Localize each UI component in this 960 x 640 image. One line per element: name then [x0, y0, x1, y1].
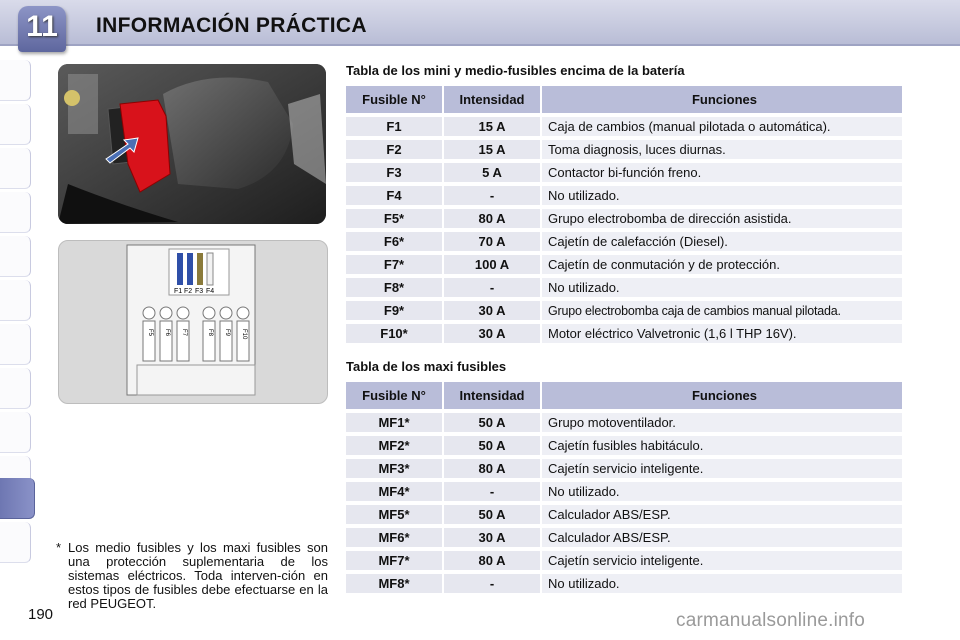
- table-row: [346, 574, 902, 593]
- footnote-marker: *: [56, 540, 62, 555]
- fuse-f2: [187, 253, 193, 285]
- fuse-amperage: -: [444, 482, 540, 501]
- table-row: [346, 255, 902, 274]
- column-header: Fusible N°: [346, 382, 442, 409]
- table-row: [346, 301, 902, 320]
- fuse-number: MF4*: [346, 482, 442, 501]
- fuse-amperage: 70 A: [444, 232, 540, 251]
- mini-fuse-table: [344, 86, 904, 343]
- side-tab[interactable]: [0, 192, 31, 233]
- table-row: [346, 186, 902, 205]
- maxi-fuse-table-caption: Tabla de los maxi fusibles: [346, 359, 507, 374]
- side-tab[interactable]: [0, 522, 31, 563]
- fuse-function: Grupo motoventilador.: [542, 413, 902, 432]
- side-tab[interactable]: [0, 236, 31, 277]
- fuse-number: F10*: [346, 324, 442, 343]
- table-row: [346, 278, 902, 297]
- fuse-amperage: 30 A: [444, 528, 540, 547]
- table-row: [346, 163, 902, 182]
- table-row: [346, 324, 902, 343]
- side-tab[interactable]: [0, 368, 31, 409]
- fuse-function: Contactor bi-función freno.: [542, 163, 902, 182]
- fuse-amperage: 100 A: [444, 255, 540, 274]
- fuse-number: MF6*: [346, 528, 442, 547]
- fuse-function: No utilizado.: [542, 574, 902, 593]
- fuse-amperage: 50 A: [444, 413, 540, 432]
- fuse-number: MF7*: [346, 551, 442, 570]
- fuse-number: MF3*: [346, 459, 442, 478]
- fuse-amperage: -: [444, 278, 540, 297]
- watermark: carmanualsonline.info: [676, 610, 866, 631]
- table-row: [346, 413, 902, 432]
- table-header-row: [346, 86, 902, 113]
- fuse-label-f8: F8: [207, 329, 213, 337]
- fuse-function: Toma diagnosis, luces diurnas.: [542, 140, 902, 159]
- fuse-number: F9*: [346, 301, 442, 320]
- fuse-label-f7: F7: [181, 329, 187, 337]
- side-tab[interactable]: [0, 104, 31, 145]
- fuse-label-f10: F10: [241, 329, 247, 340]
- mini-fuse-table-caption: Tabla de los mini y medio-fusibles encima de la batería: [346, 63, 685, 78]
- fuse-amperage: 80 A: [444, 209, 540, 228]
- fuse-number: MF2*: [346, 436, 442, 455]
- side-tab[interactable]: [0, 148, 31, 189]
- fuse-number: F7*: [346, 255, 442, 274]
- fuse-amperage: 30 A: [444, 324, 540, 343]
- side-tab[interactable]: [0, 60, 31, 101]
- side-tab[interactable]: [0, 412, 31, 453]
- fuse-label-f2: F2: [184, 288, 193, 295]
- fuse-label-f9: F9: [224, 329, 230, 337]
- fuse-function: Cajetín servicio inteligente.: [542, 551, 902, 570]
- chapter-side-tabs: [0, 60, 34, 580]
- fuse-function: No utilizado.: [542, 186, 902, 205]
- fuse-function: Caja de cambios (manual pilotada o automática).: [542, 117, 902, 136]
- fuse-box-diagram: [58, 240, 328, 404]
- side-tab-active[interactable]: [0, 478, 35, 519]
- fuse-function: No utilizado.: [542, 482, 902, 501]
- fuse-amperage: -: [444, 186, 540, 205]
- page-number: 190: [28, 606, 54, 623]
- fuse-function: No utilizado.: [542, 278, 902, 297]
- fuse-function: Calculador ABS/ESP.: [542, 505, 902, 524]
- table-row: [346, 528, 902, 547]
- chapter-number: 11: [26, 10, 58, 43]
- column-header: Intensidad: [444, 382, 540, 409]
- column-header: Funciones: [542, 382, 902, 409]
- fuse-f4: [207, 253, 213, 285]
- maxi-fuse-table: [344, 382, 904, 593]
- fuse-number: F3: [346, 163, 442, 182]
- side-tab[interactable]: [0, 324, 31, 365]
- fuse-label-f3: F3: [195, 288, 204, 295]
- fuse-amperage: 50 A: [444, 436, 540, 455]
- fuse-number: MF5*: [346, 505, 442, 524]
- fuse-label-f4: F4: [206, 288, 215, 295]
- fuse-number: F1: [346, 117, 442, 136]
- fuse-function: Cajetín de calefacción (Diesel).: [542, 232, 902, 251]
- fuse-label-f1: F1: [174, 288, 183, 295]
- engine-bay-photo: [58, 64, 326, 224]
- table-row: [346, 505, 902, 524]
- fuse-number: F5*: [346, 209, 442, 228]
- fuse-amperage: 80 A: [444, 551, 540, 570]
- fuse-amperage: -: [444, 574, 540, 593]
- fuse-amperage: 50 A: [444, 505, 540, 524]
- fuse-function: Cajetín de conmutación y de protección.: [542, 255, 902, 274]
- fuse-function: Cajetín servicio inteligente.: [542, 459, 902, 478]
- fuse-number: MF8*: [346, 574, 442, 593]
- side-tab[interactable]: [0, 280, 31, 321]
- table-row: [346, 482, 902, 501]
- fuse-amperage: 15 A: [444, 117, 540, 136]
- footnote: [56, 541, 328, 611]
- table-row: [346, 232, 902, 251]
- fuse-function: Grupo electrobomba de dirección asistida.: [542, 209, 902, 228]
- fuse-diagram-svg: [59, 241, 327, 403]
- table-header-row: [346, 382, 902, 409]
- fuse-amperage: 5 A: [444, 163, 540, 182]
- fuse-number: F2: [346, 140, 442, 159]
- table-row: [346, 117, 902, 136]
- fuse-function: Cajetín fusibles habitáculo.: [542, 436, 902, 455]
- page-title: INFORMACIÓN PRÁCTICA: [96, 14, 367, 37]
- table-row: [346, 459, 902, 478]
- fuse-f3: [197, 253, 203, 285]
- fuse-function: Grupo electrobomba caja de cambios manual pilotada.: [542, 301, 902, 320]
- fuse-number: F6*: [346, 232, 442, 251]
- table-row: [346, 436, 902, 455]
- table-row: [346, 209, 902, 228]
- fuse-function: Motor eléctrico Valvetronic (1,6 l THP 16V).: [542, 324, 902, 343]
- fuse-number: F8*: [346, 278, 442, 297]
- table-row: [346, 551, 902, 570]
- fuse-label-f5: F5: [147, 329, 153, 337]
- column-header: Intensidad: [444, 86, 540, 113]
- fuse-function: Calculador ABS/ESP.: [542, 528, 902, 547]
- column-header: Fusible N°: [346, 86, 442, 113]
- fuse-amperage: 15 A: [444, 140, 540, 159]
- fuse-amperage: 30 A: [444, 301, 540, 320]
- fuse-label-f6: F6: [164, 329, 170, 337]
- fuse-amperage: 80 A: [444, 459, 540, 478]
- fuse-f1: [177, 253, 183, 285]
- column-header: Funciones: [542, 86, 902, 113]
- fuse-number: F4: [346, 186, 442, 205]
- footnote-text: Los medio fusibles y los maxi fusibles son una protección suplementaria de los sistemas eléctricos. Toda interven-ción en estos tipos de fusibles debe efectuarse en la red PEUGEOT.: [68, 540, 328, 611]
- table-row: [346, 140, 902, 159]
- fuse-number: MF1*: [346, 413, 442, 432]
